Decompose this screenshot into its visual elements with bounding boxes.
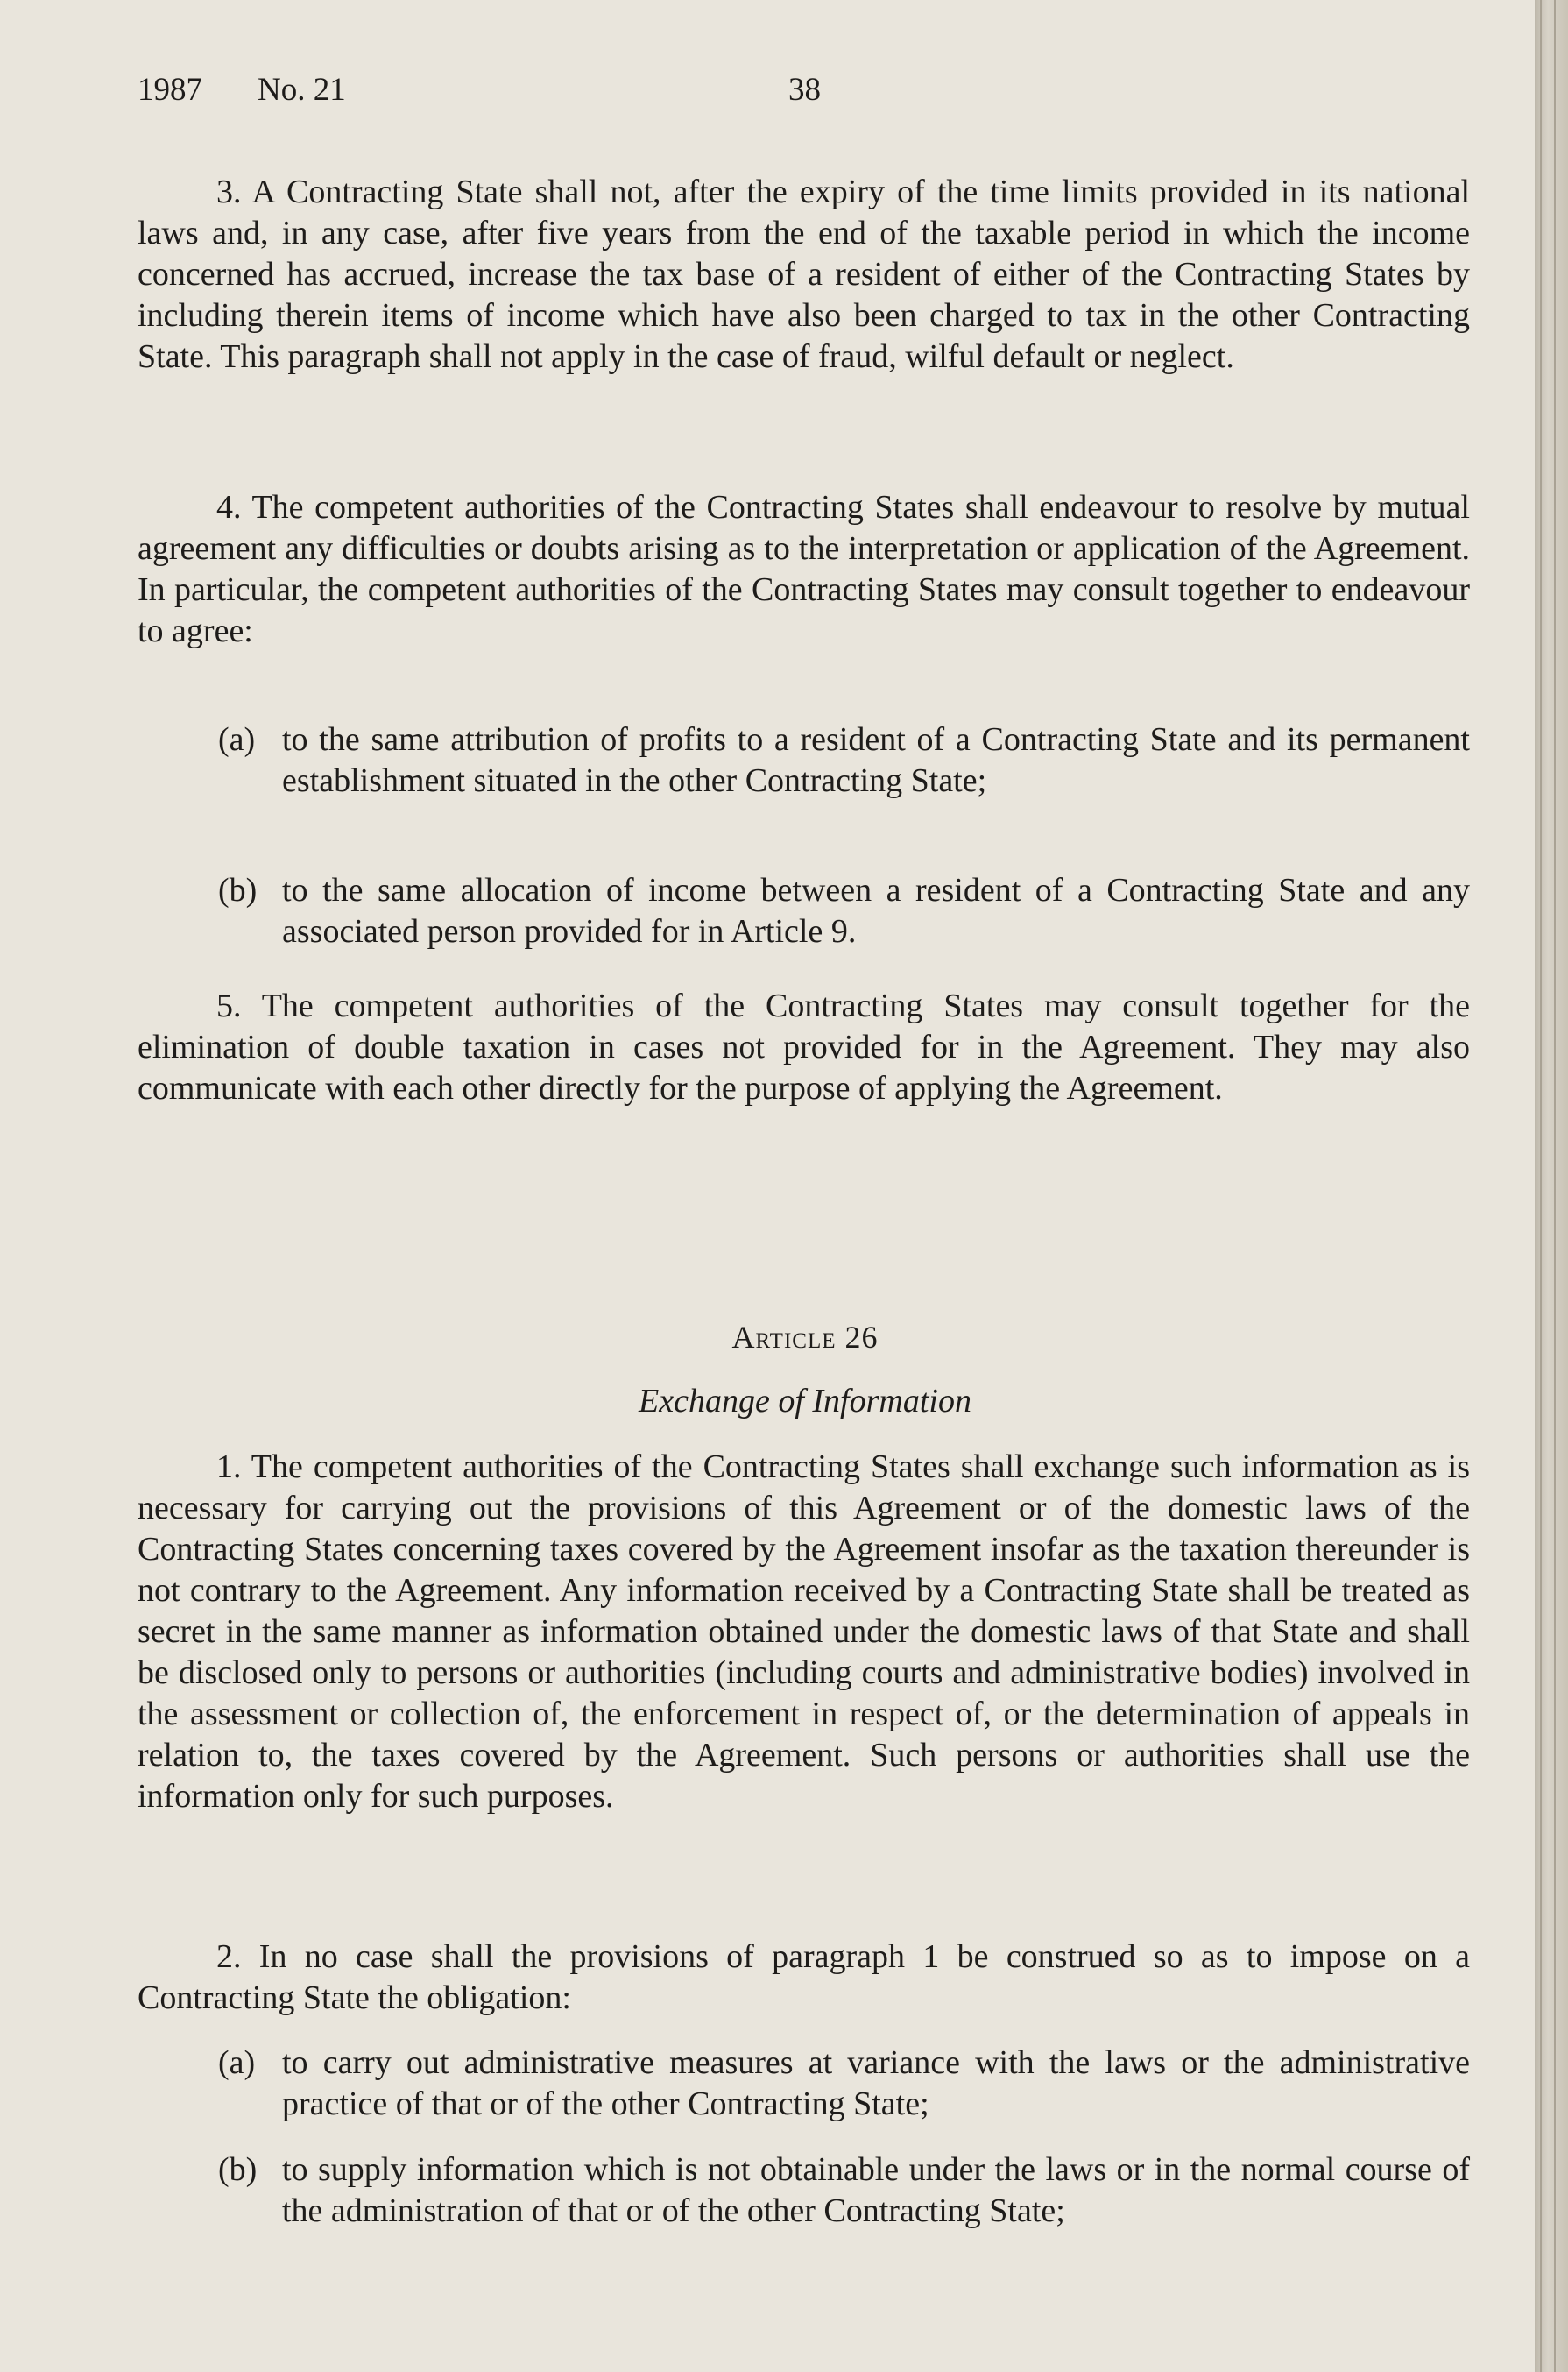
paragraph-4-text: 4. The competent authorities of the Contracting States shall endeavour to resolve by mutual agreement any difficulties or doubts arising as to the interpretation or application of the Agreement. In particular, the competent authorities of the Contracting States may consult together to endeavour to agree: <box>138 489 1470 649</box>
list-item <box>218 719 1470 802</box>
header-act-number: No. 21 <box>258 72 346 108</box>
article-paragraph-1 <box>138 1447 1470 1817</box>
article-title: Exchange of Information <box>639 1383 971 1420</box>
list-item-text: to the same attribution of profits to a resident of a Contracting State and its permanent establishment situated in the other Contracting State; <box>282 721 1470 799</box>
article-heading: Article 26 <box>731 1320 879 1355</box>
article-paragraph-2-text: 2. In no case shall the provisions of paragraph 1 be construed so as to impose on a Contracting State the obligation: <box>138 1938 1470 2016</box>
paragraph-5 <box>138 986 1470 1109</box>
paragraph-4 <box>138 487 1470 652</box>
page-edge <box>1535 0 1568 2372</box>
list-item-label: (b) <box>218 872 258 909</box>
list-item-text: to the same allocation of income between a resident of a Contracting State and any associated person provided for in Article 9. <box>282 872 1470 950</box>
paragraph-5-text: 5. The competent authorities of the Contracting States may consult together for the elimination of double taxation in cases not provided for in the Agreement. They may also communicate with each other directly for the purpose of applying the Agreement. <box>138 988 1470 1107</box>
page-edge-line <box>1554 0 1556 2372</box>
list-item-text: to supply information which is not obtainable under the laws or in the normal course of the administration of that or of the other Contracting State; <box>282 2151 1470 2229</box>
paragraph-3-text: 3. A Contracting State shall not, after the expiry of the time limits provided in its national laws and, in any case, after five years from the end of the taxable period in which the income concerned has accrued, increase the tax base of a resident of either of the Contracting States by including therein items of income which have also been charged to tax in the other Contracting State. This paragraph shall not apply in the case of fraud, wilful default or neglect. <box>138 173 1470 375</box>
header-year: 1987 <box>138 72 202 108</box>
list-item <box>218 2043 1470 2125</box>
list-item <box>218 2149 1470 2232</box>
article-paragraph-1-text: 1. The competent authorities of the Contracting States shall exchange such information as is necessary for carrying out the provisions of this Agreement or of the domestic laws of the Contracting States concerning taxes covered by the Agreement insofar as the taxation thereunder is not contrary to the Agreement. Any information received by a Contracting State shall be treated as secret in the same manner as information obtained under the domestic laws of that State and shall be disclosed only to persons or authorities (including courts and administrative bodies) involved in the assessment or collection of, the enforcement in respect of, or the determination of appeals in relation to, the taxes covered by the Agreement. Such persons or authorities shall use the information only for such purposes. <box>138 1448 1470 1815</box>
list-item-text: to carry out administrative measures at variance with the laws or the administrative practice of that or of the other Contracting State; <box>282 2044 1470 2122</box>
page-edge-line <box>1540 0 1542 2372</box>
page-number: 38 <box>788 72 821 108</box>
list-item-label: (a) <box>218 2044 256 2081</box>
list-item <box>218 870 1470 952</box>
list-item-label: (a) <box>218 721 256 758</box>
list-item-label: (b) <box>218 2151 258 2188</box>
article-paragraph-2 <box>138 1937 1470 2019</box>
paragraph-3 <box>138 172 1470 378</box>
